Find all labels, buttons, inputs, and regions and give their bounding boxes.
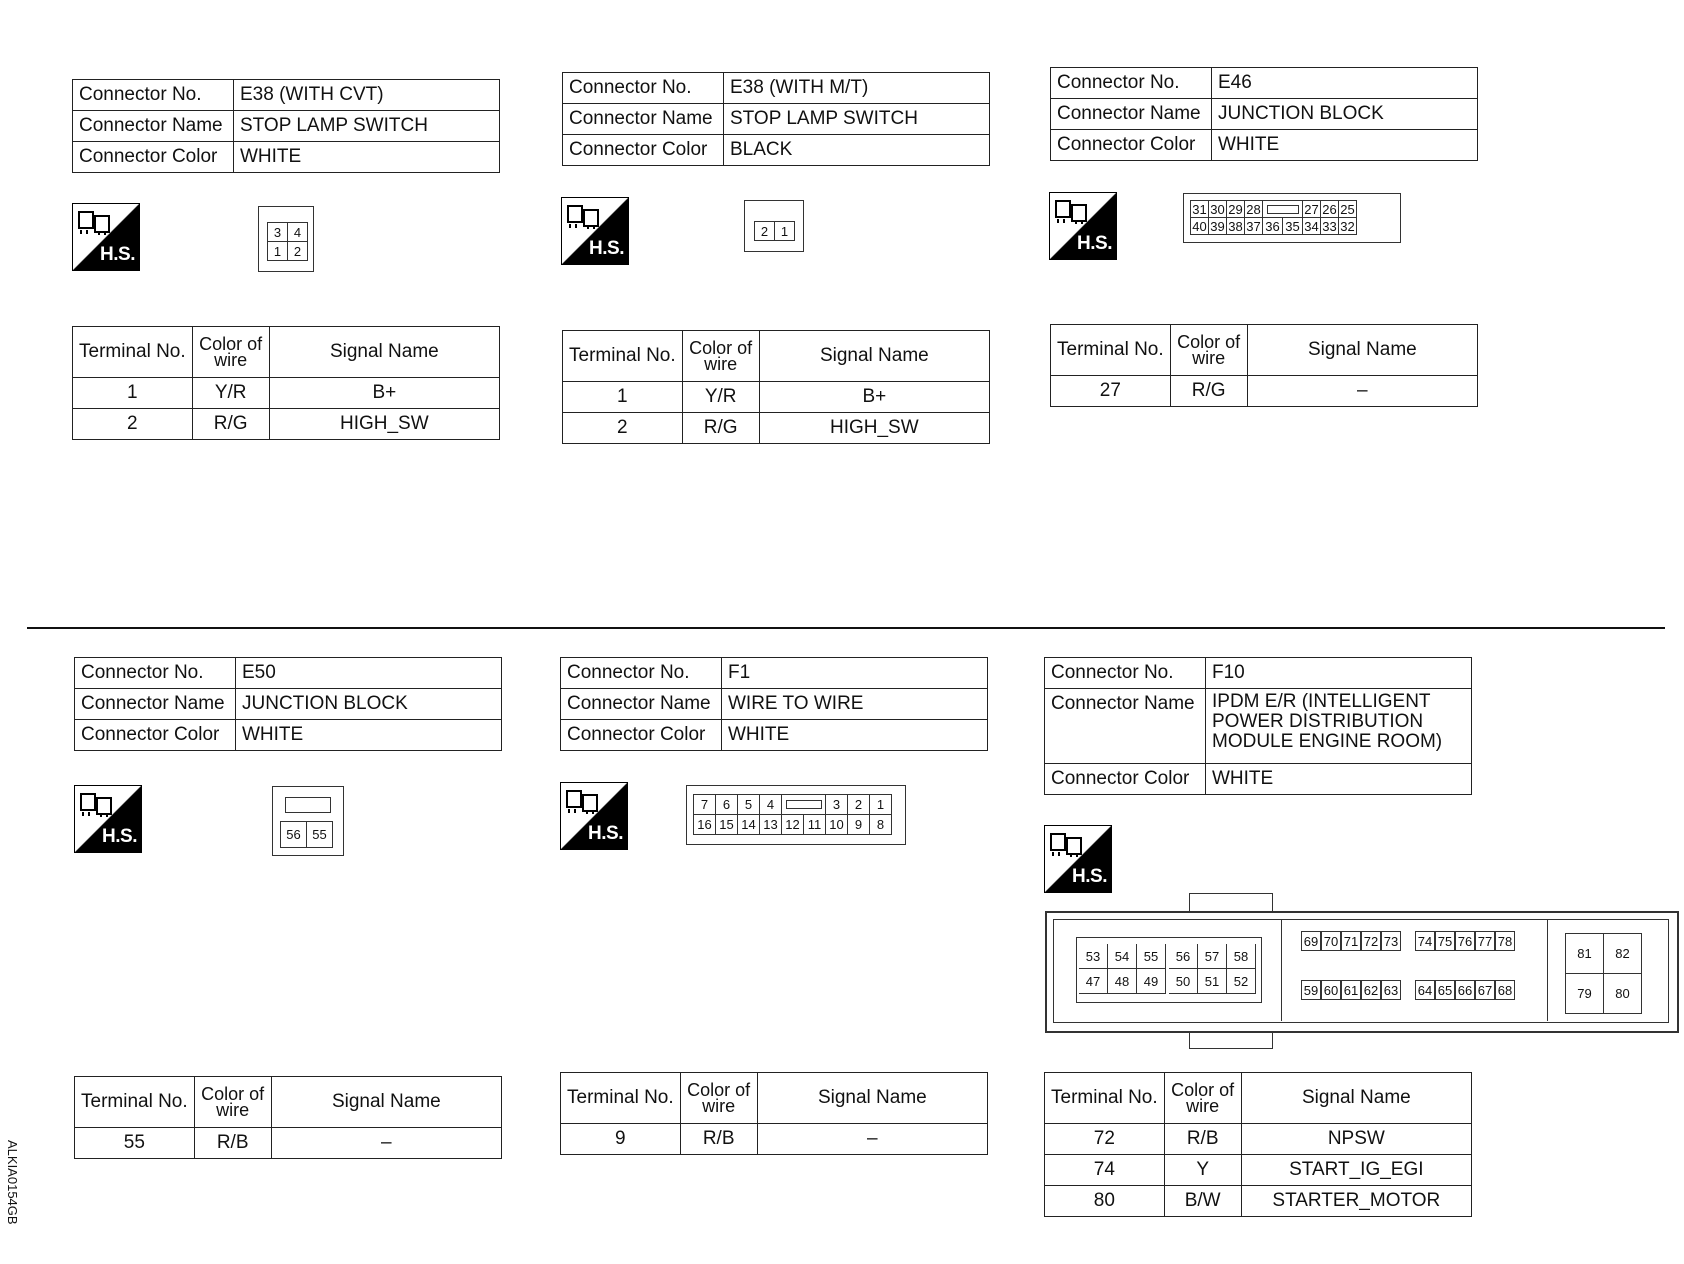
pin: 1 — [268, 242, 288, 261]
pin: 75 — [1435, 931, 1455, 951]
pin: 51 — [1198, 969, 1227, 994]
pin: 4 — [760, 795, 782, 815]
connector-no-value: F1 — [722, 658, 988, 689]
pin: 65 — [1435, 980, 1455, 1000]
pin: 33 — [1321, 218, 1339, 235]
pin: 4 — [288, 223, 308, 242]
pin: 34 — [1303, 218, 1321, 235]
connector-no-value: E38 (WITH CVT) — [234, 80, 500, 111]
pin: 71 — [1341, 931, 1361, 951]
pin: 77 — [1475, 931, 1495, 951]
pin: 26 — [1321, 201, 1339, 218]
pin: 81 — [1566, 934, 1604, 974]
pin: 28 — [1245, 201, 1263, 218]
pin: 55 — [1137, 944, 1166, 969]
pin: 64 — [1415, 980, 1435, 1000]
table-row: 1 Y/R B+ — [73, 378, 500, 409]
pin: 37 — [1245, 218, 1263, 235]
connector-info-table: Connector No. E38 (WITH CVT) Connector Name STOP LAMP SWITCH Connector Color WHITE — [72, 79, 500, 173]
pin: 79 — [1566, 974, 1604, 1014]
pin: 55 — [307, 822, 333, 848]
pin: 61 — [1341, 980, 1361, 1000]
terminal-table: Terminal No. Color of wire Signal Name 1 Y/R B+ 2 R/G HIGH_SW — [562, 330, 990, 444]
connector-key — [1263, 201, 1303, 218]
pin: 57 — [1198, 944, 1227, 969]
pin: 13 — [760, 815, 782, 835]
harness-side-icon: H.S. — [1049, 192, 1117, 260]
terminal-table: Terminal No. Color of wire Signal Name 1 Y/R B+ 2 R/G HIGH_SW — [72, 326, 500, 440]
pin: 67 — [1475, 980, 1495, 1000]
pin: 66 — [1455, 980, 1475, 1000]
pin-block-b-top — [1301, 931, 1515, 951]
pin: 80 — [1604, 974, 1642, 1014]
connector-info-table: Connector No. E50 Connector Name JUNCTION BLOCK Connector Color WHITE — [74, 657, 502, 751]
pin: 76 — [1455, 931, 1475, 951]
harness-side-icon: H.S. — [560, 782, 628, 850]
connector-no-value: E50 — [236, 658, 502, 689]
pin-block-a — [1076, 937, 1262, 1003]
pin: 14 — [738, 815, 760, 835]
pin: 72 — [1361, 931, 1381, 951]
pin-block-c — [1565, 933, 1642, 1014]
harness-side-icon: H.S. — [561, 197, 629, 265]
connector-name-value: STOP LAMP SWITCH — [234, 111, 500, 142]
connector-face — [686, 785, 906, 845]
pin: 62 — [1361, 980, 1381, 1000]
pin: 47 — [1079, 969, 1108, 994]
connector-info-table: Connector No. F1 Connector Name WIRE TO WIRE Connector Color WHITE — [560, 657, 988, 751]
connector-color-value: WHITE — [1206, 764, 1472, 795]
connector-no-value: E38 (WITH M/T) — [724, 73, 990, 104]
harness-side-icon: H.S. — [1044, 825, 1112, 893]
pin: 38 — [1227, 218, 1245, 235]
pin: 74 — [1415, 931, 1435, 951]
pin: 68 — [1495, 980, 1515, 1000]
connector-face — [1045, 911, 1679, 1033]
pin: 30 — [1209, 201, 1227, 218]
table-row: 27 R/G – — [1051, 376, 1478, 407]
pin: 6 — [716, 795, 738, 815]
connector-color-value: BLACK — [724, 135, 990, 166]
pin: 29 — [1227, 201, 1245, 218]
pin: 56 — [281, 822, 307, 848]
connector-face — [744, 200, 804, 252]
pin: 10 — [826, 815, 848, 835]
pin: 39 — [1209, 218, 1227, 235]
pin-block-b-bottom — [1301, 980, 1515, 1000]
pin: 53 — [1079, 944, 1108, 969]
pin: 2 — [288, 242, 308, 261]
pin: 60 — [1321, 980, 1341, 1000]
pin: 12 — [782, 815, 804, 835]
pin: 82 — [1604, 934, 1642, 974]
table-row: 74 Y START_IG_EGI — [1045, 1155, 1472, 1186]
connector-key — [285, 797, 331, 813]
connector-info-table: Connector No. F10 Connector Name IPDM E/R (INTELLIGENT POWER DISTRIBUTION MODULE ENGINE ROOM) Connector Color WHITE — [1044, 657, 1472, 795]
pin: 50 — [1169, 969, 1198, 994]
pin: 2 — [755, 222, 775, 241]
table-row: 55 R/B – — [75, 1128, 502, 1159]
pin: 25 — [1339, 201, 1357, 218]
pin: 49 — [1137, 969, 1166, 994]
pin: 27 — [1303, 201, 1321, 218]
connector-key — [782, 795, 826, 815]
pin: 35 — [1283, 218, 1303, 235]
connector-no-value: F10 — [1206, 658, 1472, 689]
connector-info-table: Connector No. E38 (WITH M/T) Connector Name STOP LAMP SWITCH Connector Color BLACK — [562, 72, 990, 166]
connector-name-value: STOP LAMP SWITCH — [724, 104, 990, 135]
pin: 1 — [775, 222, 795, 241]
table-row: 2 R/G HIGH_SW — [73, 409, 500, 440]
harness-side-icon: H.S. — [74, 785, 142, 853]
connector-color-value: WHITE — [1212, 130, 1478, 161]
pin: 31 — [1191, 201, 1209, 218]
pin: 1 — [870, 795, 892, 815]
pin: 40 — [1191, 218, 1209, 235]
pin: 69 — [1301, 931, 1321, 951]
connector-color-value: WHITE — [234, 142, 500, 173]
pin: 7 — [694, 795, 716, 815]
connector-no-value: E46 — [1212, 68, 1478, 99]
pin: 54 — [1108, 944, 1137, 969]
table-row: 80 B/W STARTER_MOTOR — [1045, 1186, 1472, 1217]
connector-name-value: JUNCTION BLOCK — [1212, 99, 1478, 130]
harness-side-icon: H.S. — [72, 203, 140, 271]
pin: 32 — [1339, 218, 1357, 235]
connector-face — [1183, 193, 1401, 243]
terminal-table: Terminal No. Color of wire Signal Name 72 R/B NPSW 74 Y START_IG_EGI 80 B/W STARTER_MOTOR — [1044, 1072, 1472, 1217]
pin: 9 — [848, 815, 870, 835]
terminal-table: Terminal No. Color of wire Signal Name 27 R/G – — [1050, 324, 1478, 407]
connector-face — [258, 206, 314, 272]
terminal-table: Terminal No. Color of wire Signal Name 9 R/B – — [560, 1072, 988, 1155]
connector-color-value: WHITE — [722, 720, 988, 751]
figure-code: ALKIA0154GB — [5, 1140, 20, 1225]
pin: 11 — [804, 815, 826, 835]
pin: 73 — [1381, 931, 1401, 951]
pin: 48 — [1108, 969, 1137, 994]
pin: 59 — [1301, 980, 1321, 1000]
pin: 3 — [826, 795, 848, 815]
pin: 3 — [268, 223, 288, 242]
pin: 2 — [848, 795, 870, 815]
pin: 78 — [1495, 931, 1515, 951]
connector-name-value: IPDM E/R (INTELLIGENT POWER DISTRIBUTION MODULE ENGINE ROOM) — [1206, 689, 1472, 764]
connector-face — [272, 786, 344, 856]
pin: 16 — [694, 815, 716, 835]
pin: 70 — [1321, 931, 1341, 951]
connector-name-value: JUNCTION BLOCK — [236, 689, 502, 720]
pin: 15 — [716, 815, 738, 835]
table-row: 72 R/B NPSW — [1045, 1124, 1472, 1155]
table-row: 1 Y/R B+ — [563, 382, 990, 413]
pin: 36 — [1263, 218, 1283, 235]
pin: 63 — [1381, 980, 1401, 1000]
section-divider — [27, 627, 1665, 629]
table-row: 2 R/G HIGH_SW — [563, 413, 990, 444]
pin: 58 — [1227, 944, 1256, 969]
terminal-table: Terminal No. Color of wire Signal Name 55 R/B – — [74, 1076, 502, 1159]
pin: 5 — [738, 795, 760, 815]
pin: 56 — [1169, 944, 1198, 969]
table-row: 9 R/B – — [561, 1124, 988, 1155]
pin: 8 — [870, 815, 892, 835]
pin: 52 — [1227, 969, 1256, 994]
connector-info-table: Connector No. E46 Connector Name JUNCTION BLOCK Connector Color WHITE — [1050, 67, 1478, 161]
connector-color-value: WHITE — [236, 720, 502, 751]
connector-name-value: WIRE TO WIRE — [722, 689, 988, 720]
